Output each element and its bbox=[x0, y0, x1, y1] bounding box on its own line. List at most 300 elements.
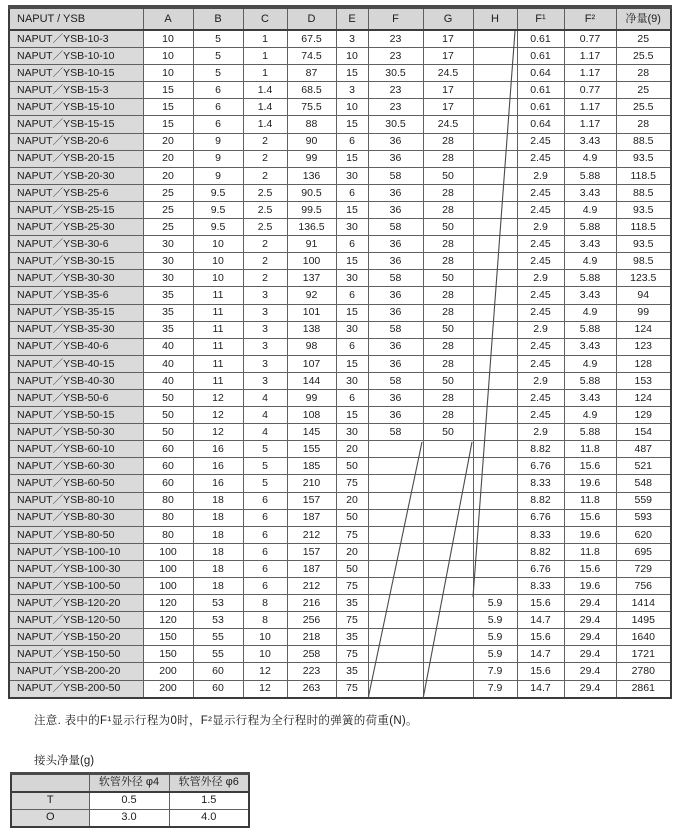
table-row bbox=[9, 424, 671, 441]
table-row bbox=[9, 526, 671, 543]
cell: 0.77 bbox=[564, 82, 616, 99]
cell bbox=[473, 99, 517, 116]
row-label: NAPUT／YSB-80-10 bbox=[9, 492, 143, 509]
cell: 108 bbox=[287, 407, 336, 424]
cell: 8.82 bbox=[517, 543, 564, 560]
cell: 218 bbox=[287, 629, 336, 646]
cell: 58 bbox=[368, 372, 423, 389]
column-header: A bbox=[143, 7, 193, 30]
cell: 144 bbox=[287, 372, 336, 389]
cell: 2.9 bbox=[517, 219, 564, 236]
cell bbox=[473, 338, 517, 355]
cell: 75 bbox=[336, 475, 368, 492]
cell: 16 bbox=[193, 475, 243, 492]
cell: 118.5 bbox=[616, 167, 671, 184]
cell: 210 bbox=[287, 475, 336, 492]
cell: 136 bbox=[287, 167, 336, 184]
table-row bbox=[9, 355, 671, 372]
cell: 17 bbox=[423, 82, 473, 99]
column-header: 软管外径 φ6 bbox=[169, 773, 249, 792]
cell: 0.61 bbox=[517, 48, 564, 65]
row-label: NAPUT／YSB-120-50 bbox=[9, 612, 143, 629]
cell: 20 bbox=[336, 441, 368, 458]
cell: 12 bbox=[243, 663, 287, 680]
cell: 30 bbox=[336, 219, 368, 236]
table-row bbox=[9, 116, 671, 133]
cell: 6 bbox=[243, 509, 287, 526]
row-label: NAPUT／YSB-200-50 bbox=[9, 680, 143, 698]
cell: 6 bbox=[243, 492, 287, 509]
table-row bbox=[9, 133, 671, 150]
cell: 5.88 bbox=[564, 372, 616, 389]
row-label: NAPUT／YSB-25-15 bbox=[9, 201, 143, 218]
cell: 50 bbox=[423, 372, 473, 389]
cell: 19.6 bbox=[564, 475, 616, 492]
cell: 137 bbox=[287, 270, 336, 287]
cell: 5 bbox=[243, 441, 287, 458]
cell: 23 bbox=[368, 30, 423, 48]
cell bbox=[473, 372, 517, 389]
cell: 40 bbox=[143, 355, 193, 372]
cell: 24.5 bbox=[423, 65, 473, 82]
cell: 53 bbox=[193, 595, 243, 612]
cell: 29.4 bbox=[564, 646, 616, 663]
cell: 99.5 bbox=[287, 201, 336, 218]
spec-table-header bbox=[9, 7, 671, 30]
cell: 25 bbox=[143, 219, 193, 236]
cell bbox=[473, 578, 517, 595]
row-label: NAPUT／YSB-10-15 bbox=[9, 65, 143, 82]
cell: 8.33 bbox=[517, 526, 564, 543]
cell: 20 bbox=[336, 543, 368, 560]
table-row bbox=[9, 219, 671, 236]
cell: 16 bbox=[193, 458, 243, 475]
column-header bbox=[11, 773, 89, 792]
note-text: 注意. 表中的F¹显示行程为0时，F²显示行程为全行程时的弹簧的荷重(N)。 bbox=[34, 714, 418, 727]
cell: 25.5 bbox=[616, 48, 671, 65]
cell: 11 bbox=[193, 355, 243, 372]
cell: 88.5 bbox=[616, 133, 671, 150]
cell: 28 bbox=[423, 253, 473, 270]
column-header: NAPUT / YSB bbox=[9, 7, 143, 30]
cell: 6 bbox=[243, 543, 287, 560]
table-row bbox=[9, 321, 671, 338]
cell: 10 bbox=[143, 30, 193, 48]
cell: 8.33 bbox=[517, 475, 564, 492]
table-row bbox=[9, 663, 671, 680]
document-page bbox=[0, 5, 675, 824]
row-label: NAPUT／YSB-200-20 bbox=[9, 663, 143, 680]
cell: 123.5 bbox=[616, 270, 671, 287]
cell: 5 bbox=[193, 65, 243, 82]
cell: 3 bbox=[243, 304, 287, 321]
row-label: NAPUT／YSB-40-6 bbox=[9, 338, 143, 355]
cell: 25 bbox=[616, 30, 671, 48]
cell: 20 bbox=[143, 167, 193, 184]
cell: 258 bbox=[287, 646, 336, 663]
cell: 3 bbox=[243, 338, 287, 355]
table-row bbox=[9, 560, 671, 577]
cell bbox=[423, 458, 473, 475]
cell: 5.9 bbox=[473, 595, 517, 612]
cell: 15.6 bbox=[564, 560, 616, 577]
cell: 2.45 bbox=[517, 287, 564, 304]
cell: 60 bbox=[143, 458, 193, 475]
cell: 94 bbox=[616, 287, 671, 304]
cell: 1.17 bbox=[564, 116, 616, 133]
cell: 35 bbox=[143, 321, 193, 338]
table-row bbox=[9, 509, 671, 526]
cell: 12 bbox=[243, 680, 287, 698]
cell: 28 bbox=[423, 407, 473, 424]
cell: 2.9 bbox=[517, 424, 564, 441]
cell: 6 bbox=[336, 389, 368, 406]
cell: 4 bbox=[243, 389, 287, 406]
cell: 6 bbox=[193, 116, 243, 133]
table-row bbox=[9, 646, 671, 663]
cell: 4.9 bbox=[564, 253, 616, 270]
cell: 15 bbox=[336, 407, 368, 424]
cell: 30 bbox=[336, 424, 368, 441]
cell: 1 bbox=[243, 30, 287, 48]
joint-table-header bbox=[11, 773, 249, 792]
cell: 2.9 bbox=[517, 372, 564, 389]
cell: 88.5 bbox=[616, 184, 671, 201]
cell bbox=[473, 30, 517, 48]
cell: 25.5 bbox=[616, 99, 671, 116]
cell: 3.43 bbox=[564, 184, 616, 201]
cell: 99 bbox=[616, 304, 671, 321]
cell: 28 bbox=[423, 389, 473, 406]
row-label: NAPUT／YSB-30-15 bbox=[9, 253, 143, 270]
cell: 15 bbox=[336, 116, 368, 133]
cell: 18 bbox=[193, 526, 243, 543]
table-row bbox=[9, 167, 671, 184]
cell: 99 bbox=[287, 389, 336, 406]
cell: 75.5 bbox=[287, 99, 336, 116]
cell bbox=[368, 441, 423, 458]
cell: 10 bbox=[193, 253, 243, 270]
row-label: NAPUT／YSB-80-30 bbox=[9, 509, 143, 526]
cell: 87 bbox=[287, 65, 336, 82]
cell: 98 bbox=[287, 338, 336, 355]
cell bbox=[473, 253, 517, 270]
table-row bbox=[9, 30, 671, 48]
table-row bbox=[9, 201, 671, 218]
spec-table-wrap bbox=[8, 5, 670, 699]
cell: 5 bbox=[193, 30, 243, 48]
cell: 25 bbox=[143, 184, 193, 201]
cell: 15 bbox=[143, 82, 193, 99]
cell: 9 bbox=[193, 167, 243, 184]
row-label: NAPUT／YSB-30-30 bbox=[9, 270, 143, 287]
row-label: NAPUT／YSB-50-30 bbox=[9, 424, 143, 441]
cell: 1495 bbox=[616, 612, 671, 629]
cell: 3.43 bbox=[564, 236, 616, 253]
cell: 93.5 bbox=[616, 236, 671, 253]
cell: 35 bbox=[143, 304, 193, 321]
cell: 40 bbox=[143, 338, 193, 355]
cell: 124 bbox=[616, 389, 671, 406]
row-label: NAPUT／YSB-100-50 bbox=[9, 578, 143, 595]
cell: 3.43 bbox=[564, 338, 616, 355]
cell bbox=[473, 441, 517, 458]
cell bbox=[473, 475, 517, 492]
cell bbox=[473, 424, 517, 441]
cell: 10 bbox=[243, 646, 287, 663]
cell: 36 bbox=[368, 201, 423, 218]
cell: 15.6 bbox=[517, 629, 564, 646]
cell: 2.5 bbox=[243, 219, 287, 236]
row-label: NAPUT／YSB-20-15 bbox=[9, 150, 143, 167]
cell: 67.5 bbox=[287, 30, 336, 48]
cell: 200 bbox=[143, 680, 193, 698]
cell: 101 bbox=[287, 304, 336, 321]
cell bbox=[473, 543, 517, 560]
cell: 18 bbox=[193, 492, 243, 509]
row-label: T bbox=[11, 792, 89, 810]
cell: 8 bbox=[243, 612, 287, 629]
cell: 1 bbox=[243, 65, 287, 82]
cell: 11 bbox=[193, 304, 243, 321]
cell: 8.82 bbox=[517, 441, 564, 458]
cell: 11.8 bbox=[564, 441, 616, 458]
cell bbox=[368, 492, 423, 509]
cell: 9.5 bbox=[193, 219, 243, 236]
cell: 90.5 bbox=[287, 184, 336, 201]
cell: 5.9 bbox=[473, 629, 517, 646]
row-label: NAPUT／YSB-150-50 bbox=[9, 646, 143, 663]
cell: 75 bbox=[336, 680, 368, 698]
cell: 12 bbox=[193, 407, 243, 424]
cell: 3 bbox=[336, 82, 368, 99]
cell: 0.5 bbox=[89, 792, 169, 810]
cell: 12 bbox=[193, 424, 243, 441]
table-row bbox=[9, 458, 671, 475]
cell: 35 bbox=[143, 287, 193, 304]
cell: 28 bbox=[423, 338, 473, 355]
cell: 5 bbox=[243, 458, 287, 475]
cell: 28 bbox=[423, 201, 473, 218]
cell: 15.6 bbox=[517, 663, 564, 680]
cell: 0.61 bbox=[517, 99, 564, 116]
cell: 30 bbox=[336, 372, 368, 389]
cell: 28 bbox=[616, 65, 671, 82]
cell: 3 bbox=[336, 30, 368, 48]
cell: 2.45 bbox=[517, 133, 564, 150]
cell: 36 bbox=[368, 389, 423, 406]
cell: 36 bbox=[368, 133, 423, 150]
cell: 100 bbox=[143, 543, 193, 560]
cell bbox=[368, 612, 423, 629]
cell: 29.4 bbox=[564, 680, 616, 698]
cell bbox=[473, 492, 517, 509]
cell: 2.45 bbox=[517, 355, 564, 372]
cell: 36 bbox=[368, 236, 423, 253]
cell: 223 bbox=[287, 663, 336, 680]
cell: 8.33 bbox=[517, 578, 564, 595]
cell: 35 bbox=[336, 629, 368, 646]
cell bbox=[473, 389, 517, 406]
cell: 100 bbox=[143, 578, 193, 595]
cell: 0.77 bbox=[564, 30, 616, 48]
cell bbox=[473, 458, 517, 475]
cell: 50 bbox=[336, 509, 368, 526]
cell: 7.9 bbox=[473, 663, 517, 680]
cell: 80 bbox=[143, 509, 193, 526]
cell: 74.5 bbox=[287, 48, 336, 65]
cell: 2.45 bbox=[517, 304, 564, 321]
table-row bbox=[9, 184, 671, 201]
cell: 30 bbox=[143, 253, 193, 270]
cell: 3.43 bbox=[564, 389, 616, 406]
cell: 6 bbox=[336, 184, 368, 201]
table-row bbox=[9, 150, 671, 167]
cell: 50 bbox=[143, 407, 193, 424]
cell: 2.45 bbox=[517, 253, 564, 270]
cell: 200 bbox=[143, 663, 193, 680]
cell: 55 bbox=[193, 629, 243, 646]
cell: 50 bbox=[143, 389, 193, 406]
cell bbox=[423, 509, 473, 526]
cell: 138 bbox=[287, 321, 336, 338]
column-header: G bbox=[423, 7, 473, 30]
joint-weight-table bbox=[10, 772, 250, 828]
column-header: F bbox=[368, 7, 423, 30]
cell: 15 bbox=[143, 116, 193, 133]
cell: 118.5 bbox=[616, 219, 671, 236]
cell: 60 bbox=[143, 475, 193, 492]
cell: 10 bbox=[193, 236, 243, 253]
cell: 1721 bbox=[616, 646, 671, 663]
cell: 50 bbox=[423, 167, 473, 184]
cell: 50 bbox=[423, 219, 473, 236]
cell: 90 bbox=[287, 133, 336, 150]
cell bbox=[423, 526, 473, 543]
cell: 256 bbox=[287, 612, 336, 629]
table-row bbox=[9, 578, 671, 595]
row-label: NAPUT／YSB-10-10 bbox=[9, 48, 143, 65]
cell: 11 bbox=[193, 338, 243, 355]
cell: 1 bbox=[243, 48, 287, 65]
cell: 93.5 bbox=[616, 150, 671, 167]
cell: 11 bbox=[193, 321, 243, 338]
cell: 756 bbox=[616, 578, 671, 595]
table-row bbox=[9, 389, 671, 406]
cell: 3.0 bbox=[89, 809, 169, 827]
cell: 25 bbox=[143, 201, 193, 218]
cell: 75 bbox=[336, 578, 368, 595]
cell: 53 bbox=[193, 612, 243, 629]
cell: 5.9 bbox=[473, 646, 517, 663]
row-label: NAPUT／YSB-50-15 bbox=[9, 407, 143, 424]
cell: 1.17 bbox=[564, 48, 616, 65]
cell: 2 bbox=[243, 270, 287, 287]
row-label: NAPUT／YSB-50-6 bbox=[9, 389, 143, 406]
row-label: NAPUT／YSB-150-20 bbox=[9, 629, 143, 646]
cell: 263 bbox=[287, 680, 336, 698]
cell: 10 bbox=[336, 48, 368, 65]
table-row bbox=[9, 612, 671, 629]
cell: 30 bbox=[143, 236, 193, 253]
row-label: NAPUT／YSB-25-30 bbox=[9, 219, 143, 236]
row-label: NAPUT／YSB-80-50 bbox=[9, 526, 143, 543]
cell bbox=[473, 48, 517, 65]
cell: 93.5 bbox=[616, 201, 671, 218]
cell bbox=[423, 492, 473, 509]
cell: 36 bbox=[368, 304, 423, 321]
cell: 120 bbox=[143, 595, 193, 612]
cell: 153 bbox=[616, 372, 671, 389]
cell: 0.61 bbox=[517, 30, 564, 48]
cell: 6 bbox=[193, 99, 243, 116]
table-row bbox=[9, 236, 671, 253]
row-label: NAPUT／YSB-100-30 bbox=[9, 560, 143, 577]
cell: 6 bbox=[243, 578, 287, 595]
cell: 91 bbox=[287, 236, 336, 253]
table-row bbox=[11, 792, 249, 810]
table-row bbox=[9, 407, 671, 424]
row-label: NAPUT／YSB-60-50 bbox=[9, 475, 143, 492]
cell: 2.45 bbox=[517, 389, 564, 406]
cell: 75 bbox=[336, 526, 368, 543]
cell: 212 bbox=[287, 578, 336, 595]
table-row bbox=[9, 99, 671, 116]
cell: 23 bbox=[368, 82, 423, 99]
cell: 29.4 bbox=[564, 595, 616, 612]
cell: 20 bbox=[143, 133, 193, 150]
cell: 28 bbox=[423, 355, 473, 372]
column-header: F¹ bbox=[517, 7, 564, 30]
cell bbox=[368, 663, 423, 680]
cell: 4.9 bbox=[564, 355, 616, 372]
cell: 58 bbox=[368, 167, 423, 184]
cell bbox=[473, 82, 517, 99]
cell: 10 bbox=[193, 270, 243, 287]
cell: 9.5 bbox=[193, 201, 243, 218]
cell: 19.6 bbox=[564, 526, 616, 543]
cell: 50 bbox=[143, 424, 193, 441]
cell bbox=[368, 458, 423, 475]
cell: 75 bbox=[336, 646, 368, 663]
cell: 3 bbox=[243, 321, 287, 338]
row-label: NAPUT／YSB-20-6 bbox=[9, 133, 143, 150]
cell: 15 bbox=[336, 253, 368, 270]
column-header: 净量(9) bbox=[616, 7, 671, 30]
row-label: NAPUT／YSB-100-10 bbox=[9, 543, 143, 560]
cell: 29.4 bbox=[564, 663, 616, 680]
cell: 10 bbox=[336, 99, 368, 116]
cell: 9.5 bbox=[193, 184, 243, 201]
table-row bbox=[9, 270, 671, 287]
cell: 124 bbox=[616, 321, 671, 338]
cell: 50 bbox=[423, 270, 473, 287]
cell: 50 bbox=[423, 321, 473, 338]
cell: 50 bbox=[336, 458, 368, 475]
table-row bbox=[9, 492, 671, 509]
cell: 6 bbox=[336, 287, 368, 304]
cell: 6 bbox=[336, 338, 368, 355]
cell: 4.9 bbox=[564, 407, 616, 424]
cell: 6 bbox=[336, 133, 368, 150]
cell: 14.7 bbox=[517, 680, 564, 698]
cell: 1.17 bbox=[564, 65, 616, 82]
cell: 15 bbox=[336, 304, 368, 321]
cell: 55 bbox=[193, 646, 243, 663]
cell bbox=[473, 236, 517, 253]
cell: 548 bbox=[616, 475, 671, 492]
cell: 2 bbox=[243, 236, 287, 253]
